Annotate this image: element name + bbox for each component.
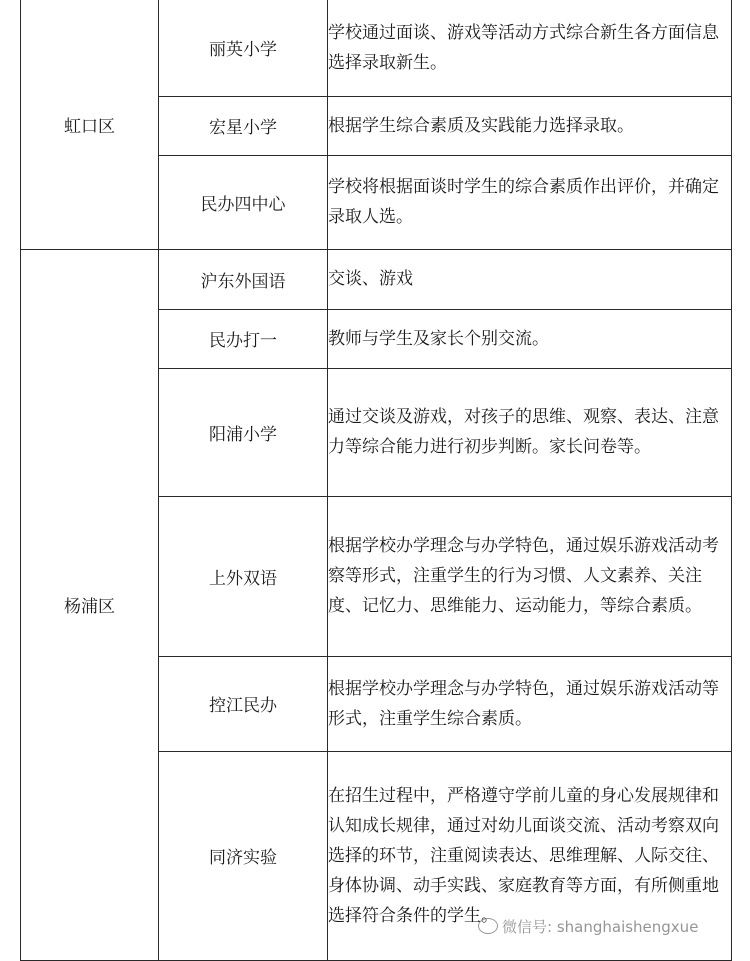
school-name-cell: 阳浦小学 xyxy=(159,368,328,496)
school-name-cell: 沪东外国语 xyxy=(159,249,328,309)
district-cell: 杨浦区 xyxy=(21,249,159,960)
school-name-cell: 宏星小学 xyxy=(159,96,328,155)
district-cell: 虹口区 xyxy=(21,0,159,249)
criteria-cell: 学校将根据面谈时学生的综合素质作出评价，并确定录取人选。 xyxy=(328,155,732,249)
criteria-cell: 学校通过面谈、游戏等活动方式综合新生各方面信息选择录取新生。 xyxy=(328,0,732,96)
school-name-cell: 民办打一 xyxy=(159,309,328,368)
school-name-cell: 丽英小学 xyxy=(159,0,328,96)
wechat-icon xyxy=(478,918,498,934)
school-name-cell: 控江民办 xyxy=(159,656,328,751)
criteria-cell: 根据学校办学理念与办学特色，通过娱乐游戏活动考察等形式，注重学生的行为习惯、人文素养、关注度、记忆力、思维能力、运动能力，等综合素质。 xyxy=(328,496,732,656)
criteria-cell: 教师与学生及家长个别交流。 xyxy=(328,309,732,368)
watermark xyxy=(478,916,698,937)
school-name-cell: 上外双语 xyxy=(159,496,328,656)
table-row xyxy=(21,0,732,96)
criteria-cell: 交谈、游戏 xyxy=(328,249,732,309)
watermark-text: 微信号: shanghaishengxue xyxy=(502,918,699,936)
admissions-table xyxy=(20,0,732,961)
criteria-cell: 根据学生综合素质及实践能力选择录取。 xyxy=(328,96,732,155)
criteria-cell: 通过交谈及游戏，对孩子的思维、观察、表达、注意力等综合能力进行初步判断。家长问卷等。 xyxy=(328,368,732,496)
school-name-cell: 民办四中心 xyxy=(159,155,328,249)
school-name-cell: 同济实验 xyxy=(159,751,328,960)
criteria-cell: 根据学校办学理念与办学特色，通过娱乐游戏活动等形式，注重学生综合素质。 xyxy=(328,656,732,751)
criteria-cell: 在招生过程中，严格遵守学前儿童的身心发展规律和认知成长规律，通过对幼儿面谈交流、活动考察双向选择的环节，注重阅读表达、思维理解、人际交往、身体协调、动手实践、家庭教育等方面，有所侧重地选择符合条件的学生。 xyxy=(328,751,732,960)
table-row xyxy=(21,249,732,309)
